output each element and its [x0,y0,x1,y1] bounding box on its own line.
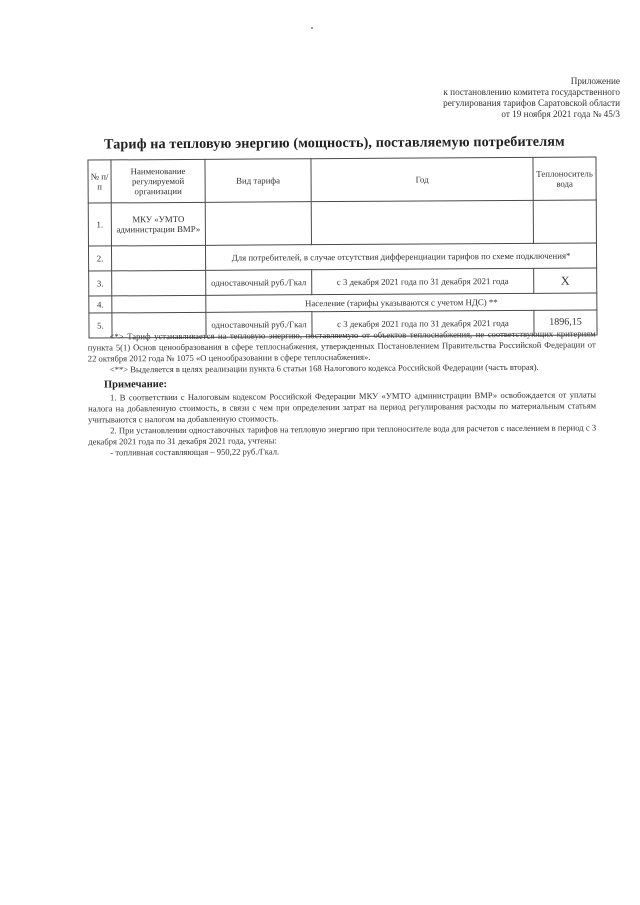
notes-section [88,328,597,458]
empty-cell [533,200,596,243]
empty-cell [111,245,205,271]
footnote: <*> Тариф устанавливается на тепловую энергию, поставляемую от объектов теплоснабжения, не соответствующих критериям пункта 5(1) Основ ценообразования в сфере теплоснабжения, утвержденных Постановлением Правительства Российской Федерации от 22 октября 2012 года № 1075 «О ценообразовании в сфере теплоснабжения». [87,328,596,364]
scan-speck [311,27,313,29]
empty-cell [112,295,206,313]
tariff-period: с 3 декабря 2021 года по 31 декабря 2021 года [312,268,534,294]
tariff-table [87,156,597,338]
empty-cell [205,202,311,246]
remarks-heading: Примечание: [103,379,168,391]
row-number: 3. [89,271,112,296]
header-cell: Год [311,157,533,201]
tariff-value: 1896,15 [534,310,597,335]
row-number: 2. [88,246,111,271]
row-number: 1. [88,203,111,246]
tariff-value: X [534,268,597,293]
row-number: 4. [89,296,112,313]
footnote: <**> Выделяется в целях реализации пункта 6 статьи 168 Налогового кодекса Российской Федерации (часть вторая). [109,361,539,375]
organization-name: МКУ «УМТО администрации ВМР» [111,202,205,246]
header-cell: Теплоноситель вода [533,157,596,200]
table-row [88,243,596,271]
appendix-block [360,76,620,120]
tariff-period: с 3 декабря 2021 года по 31 декабря 2021 года [312,310,534,336]
table-header-row [88,157,596,203]
header-cell: Вид тарифа [205,159,311,203]
table-row [89,268,597,296]
section-heading-cell: Население (тарифы указываются с учетом НДС) ** [206,293,597,312]
empty-cell [112,270,206,296]
tariff-type: одноставочный руб./Гкал [206,270,312,296]
appendix-line: от 19 ноября 2021 года № 45/3 [501,109,620,119]
remark-paragraph: - топливная составляющая – 950,22 руб./Гкал. [110,446,280,458]
tariff-type: одноставочный руб./Гкал [206,312,312,338]
empty-cell [311,200,533,244]
row-number: 5. [89,313,112,338]
appendix-line: Приложение [570,76,620,86]
document-title: Тариф на тепловую энергию (мощность), поставляемую потребителям [103,133,565,153]
remark-paragraph: 1. В соответствии с Налоговым кодексом Российской Федерации МКУ «УМТО администрации ВМР» освобождается от уплаты налога на добавленную стоимость, в связи с чем при определении затрат на период регулирования расходы по материальным статьям учитываются с налогом на добавленную стоимость. [88,389,597,425]
remark-paragraph: 2. При установлении одноставочных тарифов на тепловую энергию при теплоносителе вода для расчетов с населением в период с 3 декабря 2021 года по 31 декабря 2021 года, учтены: [88,422,597,447]
section-heading-cell: Для потребителей, в случае отсутствия дифференциации тарифов по схеме подключения* [205,243,596,270]
header-cell: Наименование регулируемой организации [111,159,205,203]
header-cell: № п/п [88,160,111,203]
appendix-line: к постановлению комитета государственного [443,87,620,97]
appendix-line: регулирования тарифов Саратовской области [443,98,620,108]
table-row [88,200,596,246]
